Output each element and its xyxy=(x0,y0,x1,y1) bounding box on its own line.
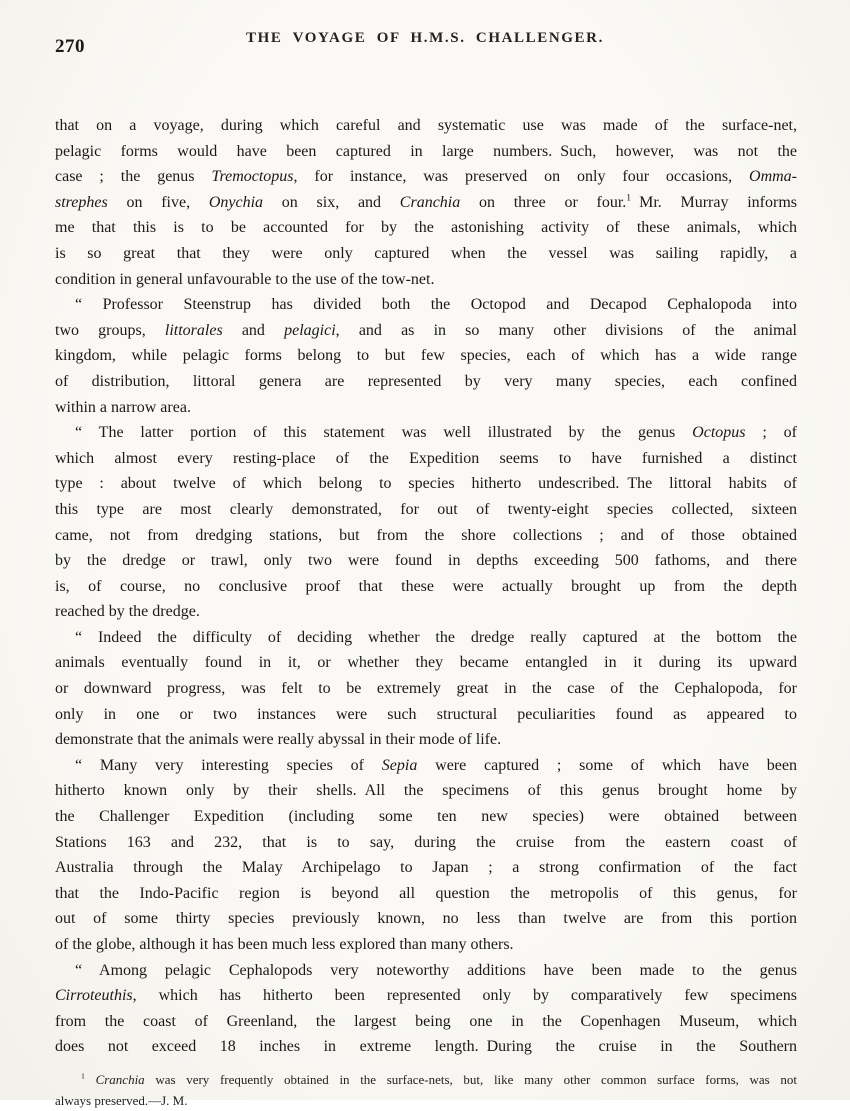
text-line xyxy=(55,881,797,907)
text-segment: within a narrow area. xyxy=(55,398,191,416)
text-segment: “ Among pelagic Cephalopods very noteworthy additions have been made to the genus xyxy=(75,961,797,979)
text-segment: this type are most clearly demonstrated, for out of twenty-eight species collected, sixteen xyxy=(55,500,797,518)
text-line xyxy=(55,139,797,165)
text-segment: two groups, xyxy=(55,321,165,339)
text-line xyxy=(55,1069,797,1090)
text-segment: , for instance, was preserved on only four occasions, xyxy=(293,168,750,186)
text-line xyxy=(55,215,797,241)
italic-text: Cirroteuthis xyxy=(55,987,133,1005)
text-segment: came, not from dredging stations, but from the shore collections ; and of those obtained xyxy=(55,526,797,544)
text-line xyxy=(55,471,797,497)
text-line xyxy=(55,778,797,804)
text-segment: me that this is to be accounted for by the astonishing activity of these animals, which xyxy=(55,219,797,237)
text-segment: Australia through the Malay Archipelago to Japan ; a strong confirmation of the fact xyxy=(55,859,797,877)
italic-text: Tremoctopus xyxy=(211,168,294,186)
text-segment: is so great that they were only captured when the vessel was sailing rapidly, a xyxy=(55,244,797,262)
text-segment: was very frequently obtained in the surface-nets, but, like many other common surface forms, was not xyxy=(144,1071,798,1087)
text-segment: animals eventually found in it, or whether they became entangled in it during its upward xyxy=(55,654,797,672)
text-line xyxy=(55,190,797,216)
text-segment: that the Indo-Pacific region is beyond all question the metropolis of this genus, for xyxy=(55,884,797,902)
footnote-marker: 1 xyxy=(81,1071,85,1081)
text-segment: of the globe, although it has been much less explored than many others. xyxy=(55,936,514,953)
running-title: THE VOYAGE OF H.M.S. CHALLENGER. xyxy=(246,30,604,46)
text-segment: , which has hitherto been represented only by comparatively few specimens xyxy=(132,987,797,1005)
text-line xyxy=(55,523,797,549)
text-line xyxy=(55,164,797,190)
text-line xyxy=(55,702,797,728)
text-segment: of distribution, littoral genera are represented by very many species, each confined xyxy=(55,372,797,390)
page-number: 270 xyxy=(55,36,85,57)
text-line xyxy=(55,548,797,574)
text-line xyxy=(55,983,797,1009)
text-segment: demonstrate that the animals were really abyssal in their mode of life. xyxy=(55,731,502,749)
italic-text: strephes xyxy=(55,193,108,211)
footnote-marker: 1 xyxy=(626,192,632,204)
text-segment: does not exceed 18 inches in extreme length. During the cruise in the Southern xyxy=(55,1038,797,1056)
text-segment: hitherto known only by their shells. All the specimens of this genus brought home by xyxy=(55,782,797,800)
text-line xyxy=(55,395,797,421)
text-segment: “ Indeed the difficulty of deciding whether the dredge really captured at the bottom the xyxy=(75,628,797,646)
text-segment: by the dredge or trawl, only two were found in depths exceeding 500 fathoms, and there xyxy=(55,552,797,570)
text-line xyxy=(55,574,797,600)
text-line xyxy=(55,650,797,676)
text-segment: which almost every resting-place of the Expedition seems to have furnished a distinct xyxy=(55,449,797,467)
text-segment: “ Many very interesting species of xyxy=(75,756,382,774)
text-segment: case ; the genus xyxy=(55,168,212,186)
text-segment: out of some thirty species previously known, no less than twelve are from this portion xyxy=(55,910,797,928)
text-line xyxy=(55,343,797,369)
text-segment: condition in general unfavourable to the use of the tow-net. xyxy=(55,270,435,288)
italic-text: Cranchia xyxy=(95,1071,145,1087)
text-line xyxy=(55,958,797,984)
text-segment: Mr. Murray informs xyxy=(631,193,798,211)
text-segment: that on a voyage, during which careful and systematic use was made of the surface-net, xyxy=(55,117,797,134)
text-segment: kingdom, while pelagic forms belong to but few species, each of which has a wide range xyxy=(55,347,797,365)
text-line xyxy=(55,625,797,651)
text-line xyxy=(55,676,797,702)
text-segment: pelagic forms would have been captured in large numbers. Such, however, was not the xyxy=(55,142,797,160)
text-line xyxy=(55,420,797,446)
text-segment: were captured ; some of which have been xyxy=(417,756,798,774)
italic-text: Sepia xyxy=(381,756,418,774)
text-line xyxy=(55,446,797,472)
text-line xyxy=(55,497,797,523)
text-segment: is, of course, no conclusive proof that these were actually brought up from the depth xyxy=(55,577,797,595)
text-line xyxy=(55,267,797,293)
text-line xyxy=(55,855,797,881)
text-segment: reached by the dredge. xyxy=(55,603,200,621)
text-segment: type : about twelve of which belong to species hitherto undescribed. The littoral habits of xyxy=(55,475,797,493)
paragraph xyxy=(55,625,797,753)
text-segment: always preserved.—J. M. xyxy=(55,1092,188,1108)
text-line xyxy=(55,599,797,625)
italic-text: Onychia xyxy=(208,193,264,211)
text-line xyxy=(55,1034,797,1060)
text-line xyxy=(55,932,797,958)
body-text xyxy=(55,113,797,1060)
text-segment: “ Professor Steenstrup has divided both the Octopod and Decapod Cephalopoda into xyxy=(75,296,797,314)
text-line xyxy=(55,241,797,267)
text-line xyxy=(55,1090,797,1111)
text-segment: from the coast of Greenland, the largest being one in the Copenhagen Museum, which xyxy=(55,1012,797,1030)
text-line xyxy=(55,369,797,395)
text-line xyxy=(55,906,797,932)
text-line xyxy=(55,113,797,139)
text-line xyxy=(55,727,797,753)
text-line xyxy=(55,1009,797,1035)
italic-text: pelagici xyxy=(284,321,336,339)
text-segment: on three or four. xyxy=(460,193,627,211)
text-segment: only in one or two instances were such structural peculiarities found as appeared to xyxy=(55,705,797,723)
text-segment: ; of xyxy=(745,424,797,442)
text-segment: on five, xyxy=(107,193,209,211)
italic-text: Cranchia xyxy=(399,193,461,211)
page-header xyxy=(0,0,850,80)
text-segment: on six, and xyxy=(263,193,400,211)
text-line xyxy=(55,830,797,856)
italic-text: Omma- xyxy=(749,168,798,186)
text-line xyxy=(55,753,797,779)
text-line xyxy=(55,318,797,344)
text-segment: the Challenger Expedition (including some ten new species) were obtained between xyxy=(55,808,797,826)
paragraph xyxy=(55,113,797,292)
italic-text: littorales xyxy=(164,321,223,339)
text-segment: and xyxy=(222,321,285,339)
text-segment: Stations 163 and 232, that is to say, during the cruise from the eastern coast of xyxy=(55,833,797,851)
paragraph xyxy=(55,292,797,420)
paragraph xyxy=(55,753,797,958)
text-line xyxy=(55,292,797,318)
paragraph xyxy=(55,420,797,625)
text-line xyxy=(55,804,797,830)
text-segment: , and as in so many other divisions of the animal xyxy=(335,321,798,339)
text-segment: or downward progress, was felt to be extremely great in the case of the Cephalopoda, for xyxy=(55,680,797,698)
text-segment xyxy=(85,1072,96,1087)
paragraph xyxy=(55,958,797,1060)
footnote xyxy=(55,1069,797,1111)
text-segment: “ The latter portion of this statement was well illustrated by the genus xyxy=(75,424,693,442)
italic-text: Octopus xyxy=(692,424,746,442)
